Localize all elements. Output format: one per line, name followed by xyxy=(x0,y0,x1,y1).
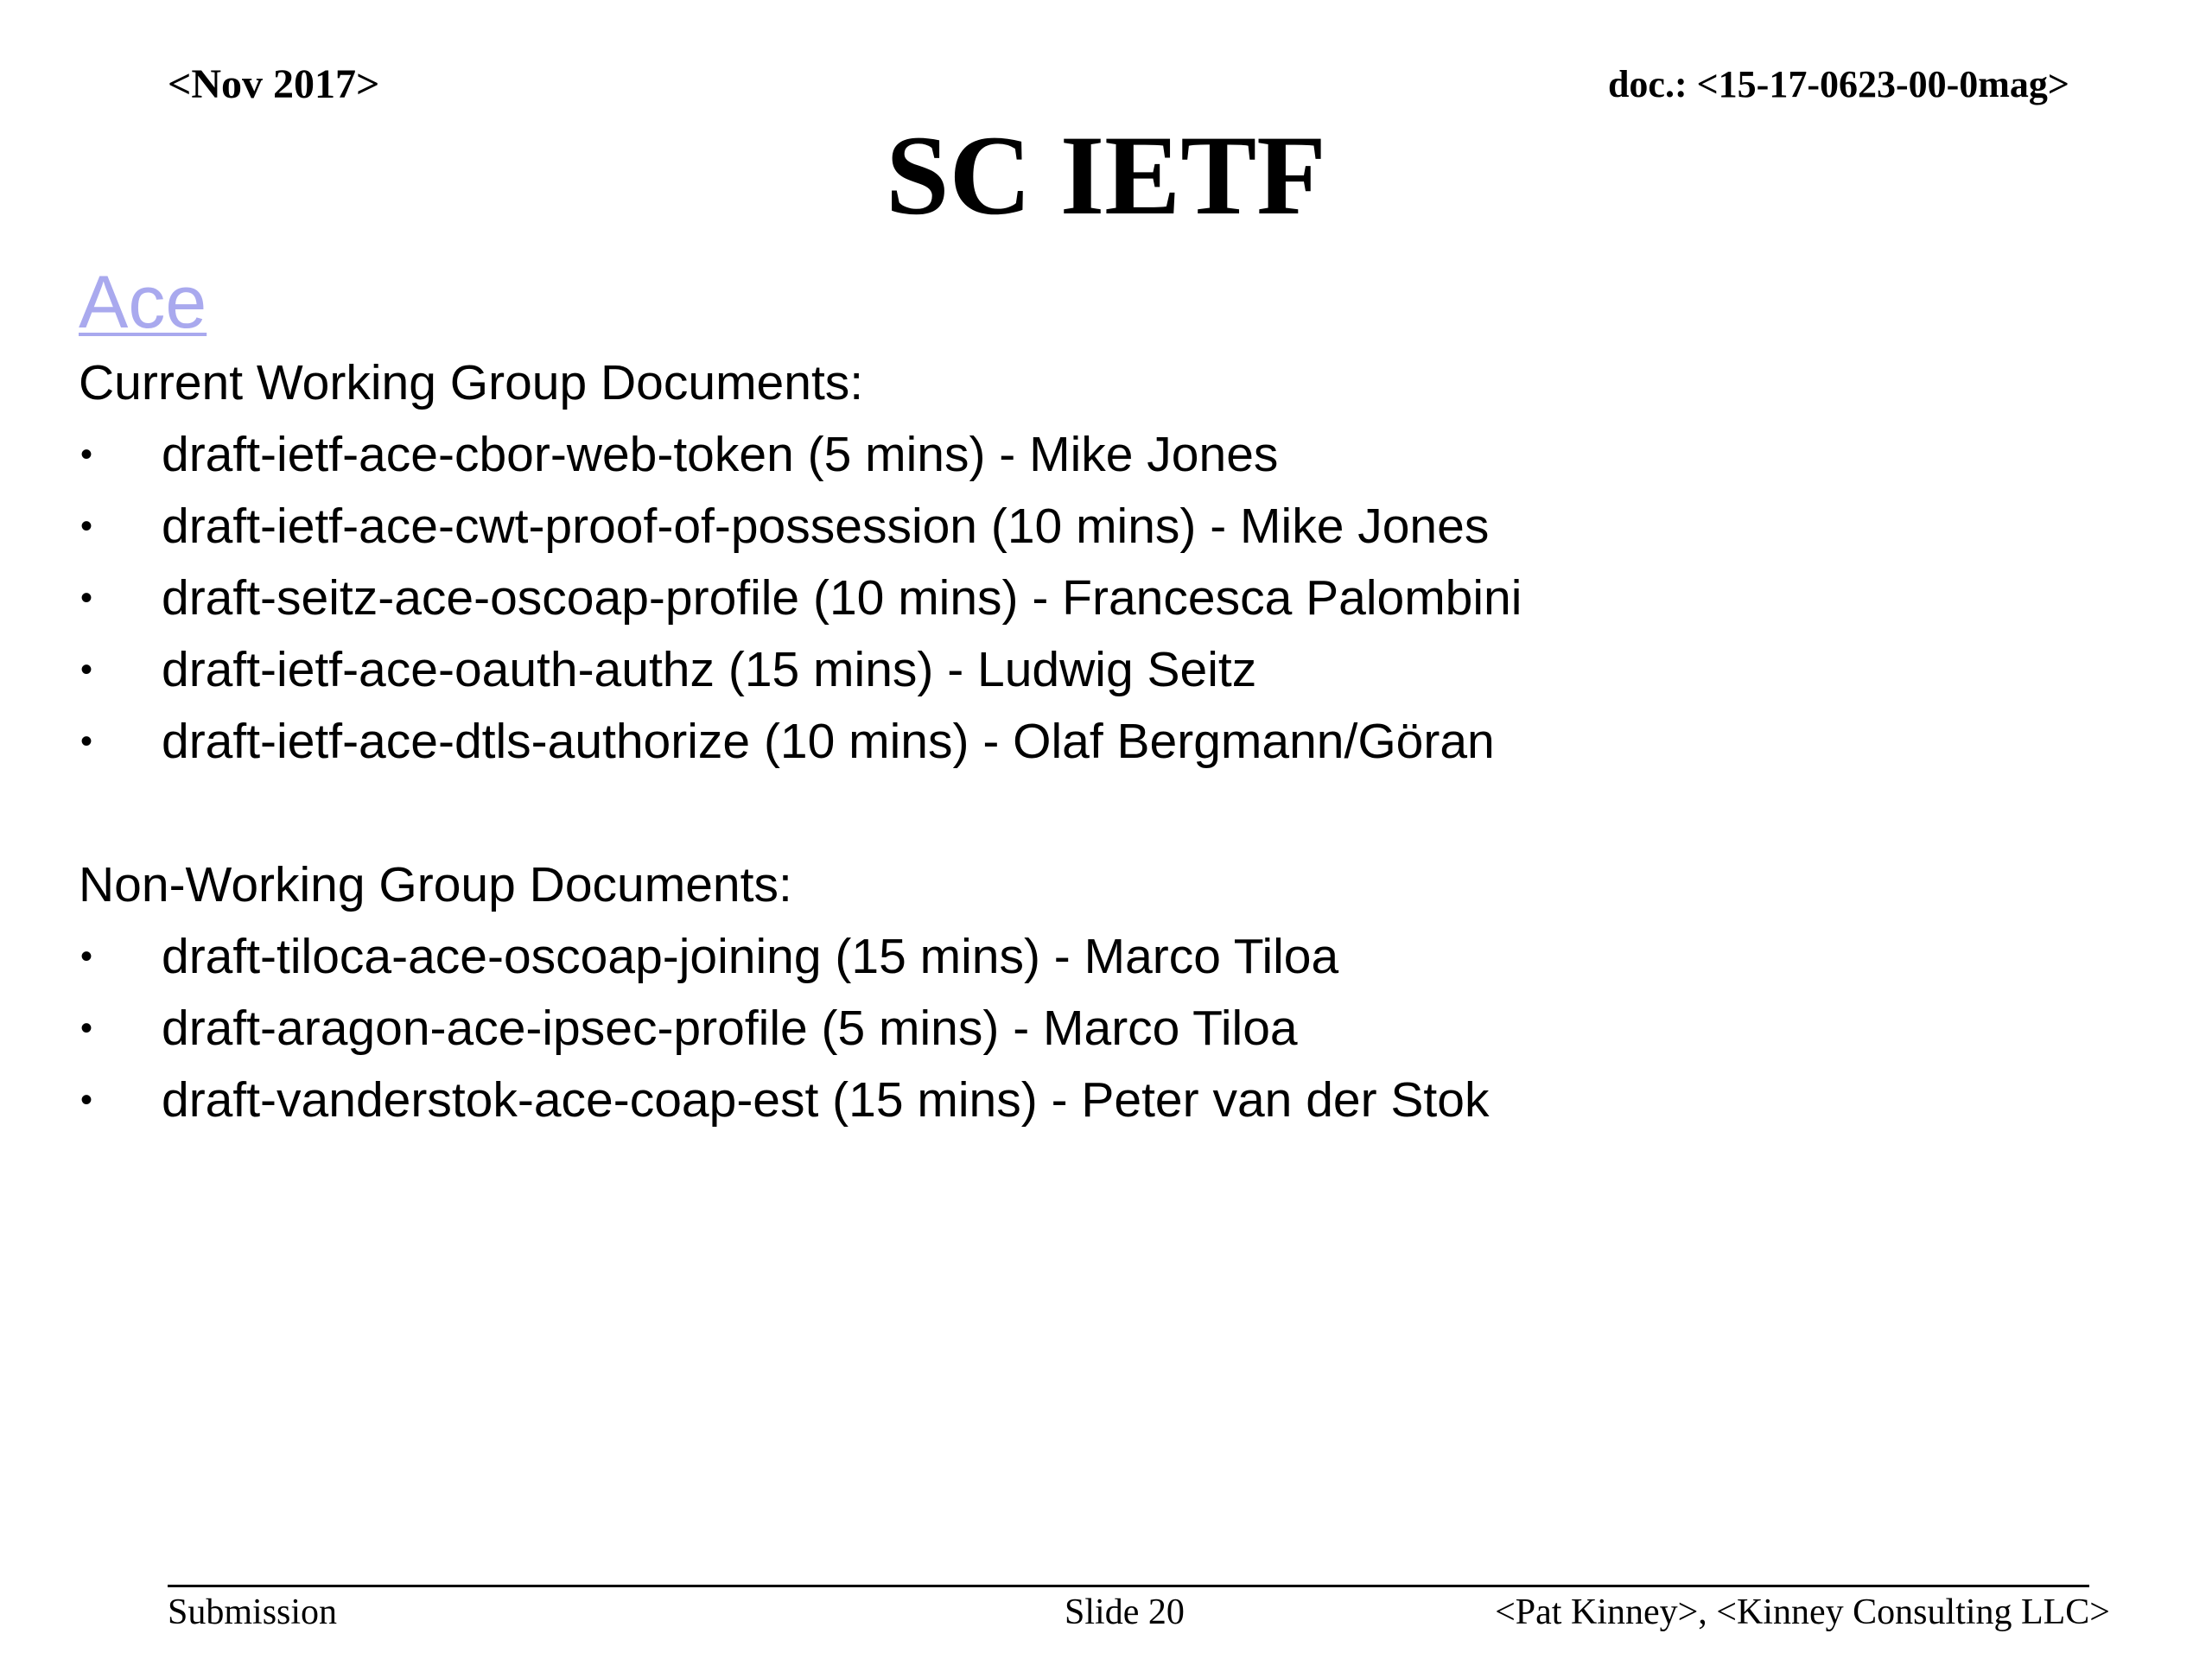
list-item-text: draft-ietf-ace-cwt-proof-of-possession (10 mins) - Mike Jones xyxy=(162,499,1490,554)
list-item xyxy=(79,563,2135,634)
bullet-icon: • xyxy=(80,938,93,976)
section-link-ace[interactable]: Ace xyxy=(79,261,207,344)
group-heading-non-working: Non-Working Group Documents: xyxy=(79,857,792,912)
list-item-text: draft-aragon-ace-ipsec-profile (5 mins) - Marco Tiloa xyxy=(162,1001,1298,1056)
header-doc-id: doc.: <15-17-0623-00-0mag> xyxy=(1607,63,2069,105)
list-item xyxy=(79,491,2135,563)
group-heading-current: Current Working Group Documents: xyxy=(79,355,864,410)
non-working-documents-list xyxy=(79,921,2135,1136)
list-item xyxy=(79,634,2135,706)
bullet-icon: • xyxy=(80,722,93,760)
list-item xyxy=(79,921,2135,993)
list-item xyxy=(79,993,2135,1065)
footer-divider xyxy=(168,1585,2089,1587)
bullet-icon: • xyxy=(80,1081,93,1119)
slide-title: SC IETF xyxy=(886,111,1326,238)
slide-content xyxy=(79,257,2135,1136)
bullet-icon: • xyxy=(80,1009,93,1047)
footer-slide-number: Slide 20 xyxy=(1065,1592,1185,1632)
bullet-icon: • xyxy=(80,435,93,474)
bullet-icon: • xyxy=(80,579,93,617)
current-documents-list xyxy=(79,419,2135,778)
list-item-text: draft-seitz-ace-oscoap-profile (10 mins) - Francesca Palombini xyxy=(162,570,1522,626)
bullet-icon: • xyxy=(80,651,93,689)
list-item-text: draft-ietf-ace-dtls-authorize (10 mins) - Olaf Bergmann/Göran xyxy=(162,714,1495,769)
list-item xyxy=(79,419,2135,491)
list-item xyxy=(79,1065,2135,1136)
list-item-text: draft-ietf-ace-oauth-authz (15 mins) - Ludwig Seitz xyxy=(162,642,1257,697)
spacer xyxy=(79,778,2135,849)
list-item-text: draft-ietf-ace-cbor-web-token (5 mins) - Mike Jones xyxy=(162,427,1279,482)
bullet-icon: • xyxy=(80,507,93,545)
footer-submission: Submission xyxy=(168,1592,338,1632)
header-date: <Nov 2017> xyxy=(168,61,380,107)
list-item xyxy=(79,706,2135,778)
list-item-text: draft-vanderstok-ace-coap-est (15 mins) - Peter van der Stok xyxy=(162,1072,1490,1128)
list-item-text: draft-tiloca-ace-oscoap-joining (15 mins) - Marco Tiloa xyxy=(162,929,1339,984)
footer-author: <Pat Kinney>, <Kinney Consulting LLC> xyxy=(1495,1592,2110,1632)
